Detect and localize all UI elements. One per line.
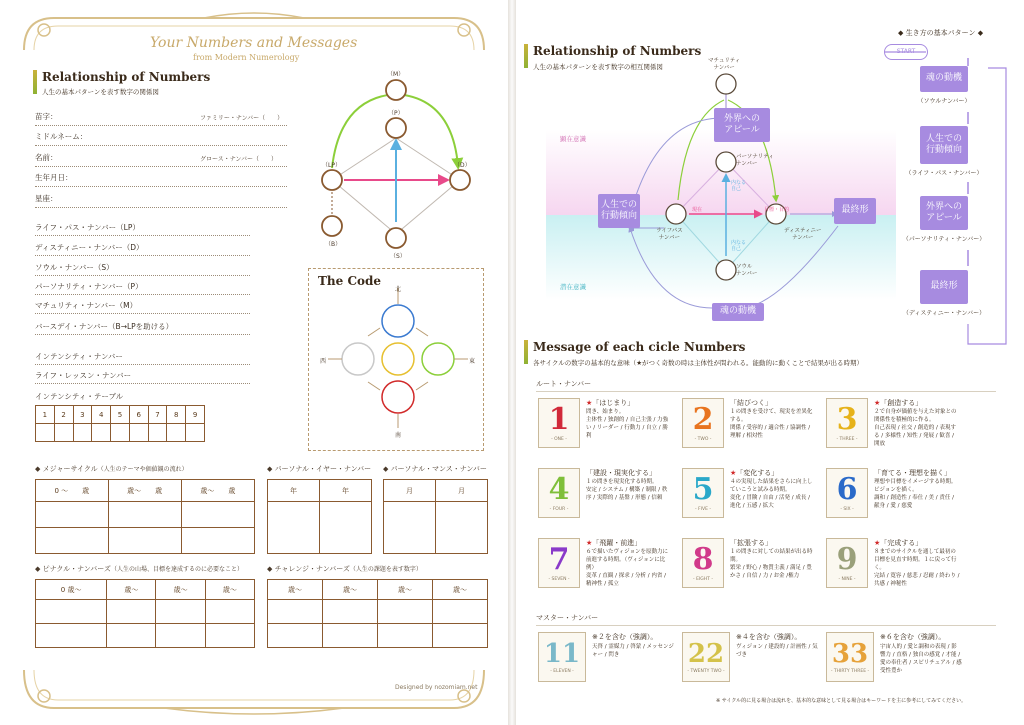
number-card-3 xyxy=(826,398,868,448)
card-number: 22 xyxy=(687,638,725,669)
growth-number-label: グロース・ナンバー（ ） xyxy=(200,156,277,163)
card-number: 4 xyxy=(548,471,570,507)
section-title: Relationship of Numbers xyxy=(42,70,211,84)
card-body: ４の実現した結果をさらに向上していこうと試みる時期。 変化 / 冒険 / 自由 / 活発 / 成長 / 進化 / 五感 / 拡大 xyxy=(730,479,813,509)
intensity-header: 6 xyxy=(129,406,148,424)
flow-cap-final: （ディスティニー・ナンバー） xyxy=(902,310,986,317)
diagram-label-b: （B） xyxy=(325,241,342,248)
diagram-box-life: 人生での 行動傾向 xyxy=(598,194,640,228)
diagram-label-m: （M） xyxy=(387,71,405,78)
root-number-label: ルート・ナンバー xyxy=(536,380,592,388)
title-accent xyxy=(524,340,528,364)
right-page xyxy=(516,0,1024,725)
field-middle-name: ミドルネーム： xyxy=(35,132,88,141)
master-number-label: マスター・ナンバー xyxy=(536,614,599,622)
code-north: 北 xyxy=(395,286,402,293)
card-caption: - NINE - xyxy=(838,576,856,582)
flow-cap-life: （ライフ・パス・ナンバー） xyxy=(905,170,983,177)
personal-year-label: ◆ パーソナル・イヤー・ナンバー xyxy=(267,465,372,473)
diagram-label-s: （S） xyxy=(390,253,406,260)
code-east: 東 xyxy=(469,358,476,365)
diagram-box-appeal: 外界への アピール xyxy=(714,108,770,142)
card-title: ★「飛躍・前進」 xyxy=(586,539,642,547)
pinnacle-label: ◆ ピナクル・ナンバーズ（人生の山場、目標を達成するのに必要なこと） xyxy=(35,565,243,573)
card-caption: - ONE - xyxy=(551,436,567,442)
master-card-11 xyxy=(538,632,586,682)
flow-header: ◆ 生き方の基本パターン ◆ xyxy=(898,29,984,37)
number-card-8 xyxy=(682,538,724,588)
card-caption: - EIGHT - xyxy=(693,576,713,582)
card-number: 3 xyxy=(836,401,858,437)
number-card-4 xyxy=(538,468,580,518)
title-accent xyxy=(524,44,528,68)
card-body: １の問きを現実化する時期。 安定 / システム / 構築 / 制限 / 秩序 / 実際的 / 基盤 / 形態 / 信頼 xyxy=(586,479,668,501)
number-card-5 xyxy=(682,468,724,518)
b-label: バースデイ・ナンバー（B→LPを助ける） xyxy=(35,322,174,331)
card-title: ★「完成する」 xyxy=(874,539,923,547)
section-title: Relationship of Numbers xyxy=(533,44,702,58)
footnote: ※ サイクル的に見る場合は流れを、基本的な意味として見る場合はキーワードを主に参考にしてみてください。 xyxy=(716,698,967,704)
d-label: ディスティニー・ナンバー（D） xyxy=(35,243,144,252)
footer-credit: Designed by nozomiam.net xyxy=(395,684,478,691)
intensity-table xyxy=(35,405,205,442)
master-title: ※４を含む（強調）。 xyxy=(736,633,802,641)
master-body: 宇宙人的 / 愛と調和の表現 / 影響力 / 直格 / 独自の感覚 / 才能 / 愛の奉仕者 / スピリチュアル / 感受性豊か xyxy=(880,644,962,674)
card-number: 1 xyxy=(548,401,570,437)
lp-label: ライフ・パス・ナンバー（LP） xyxy=(35,223,140,232)
card-body: 理想や目標をイメージする時期。ビジョンを描く。 調和 / 創造性 / 奉仕 / 美 / 責任 / 献身 / 愛 / 慈愛 xyxy=(874,479,957,509)
master-title: ※２を含む（強調）。 xyxy=(592,633,658,641)
card-number: 7 xyxy=(548,541,570,577)
life-lesson-label: ライフ・レッスン・ナンバー xyxy=(35,371,132,380)
master-title: ※６を含む（強調）。 xyxy=(880,633,946,641)
code-south: 南 xyxy=(395,432,402,439)
intensity-header: 3 xyxy=(73,406,92,424)
field-first-name: 名前： xyxy=(35,153,58,162)
challenge-label: ◆ チャレンジ・ナンバーズ（人生の課題を表す数字） xyxy=(267,565,422,573)
number-card-6 xyxy=(826,468,868,518)
card-title: 「結びつく」 xyxy=(730,399,772,407)
card-caption: - SEVEN - xyxy=(548,576,570,582)
flow-start: START xyxy=(884,44,928,60)
number-card-7 xyxy=(538,538,580,588)
diagram-label-d: （D） xyxy=(454,162,471,169)
message-subtitle: 各サイクルの数字の基本的な意味（★がつく奇数の時は主体性が問われる。能動的に動くことで結果が出る時期） xyxy=(533,359,864,367)
flow-cap-soul: （ソウルナンバー） xyxy=(917,98,971,105)
card-caption: - TWO - xyxy=(694,436,712,442)
personal-month-table: 月 月 xyxy=(383,479,488,554)
card-number: 5 xyxy=(692,471,714,507)
card-number: 33 xyxy=(831,638,869,669)
field-birthdate: 生年月日： xyxy=(35,173,73,182)
card-number: 6 xyxy=(836,471,858,507)
card-title: 「育てる・理想を描く」 xyxy=(874,469,951,477)
code-west: 西 xyxy=(320,358,327,365)
number-card-1 xyxy=(538,398,580,448)
card-body: ６で描いたヴィジョンを原動力に前進する時期。（ヴィジョンに比例） 変革 / 直観 / 探求 / 分析 / 内省 / 精神性 / 孤立 xyxy=(586,549,669,587)
intensity-header: 8 xyxy=(167,406,186,424)
card-title: 「拡張する」 xyxy=(730,539,772,547)
pinnacle-table: 0 歳～ 歳～ 歳～ 歳～ xyxy=(35,579,255,648)
conscious-label: 顕在意識 xyxy=(560,135,586,143)
message-title: Message of each cicle Numbers xyxy=(533,340,746,354)
section-subtitle: 人生の基本パターンを表す数字の関係図 xyxy=(42,88,159,96)
diagram-box-final: 最終形 xyxy=(834,198,876,224)
intensity-label: インテンシティ・ナンバー xyxy=(35,352,123,361)
interrelation-diagram xyxy=(546,58,896,328)
intensity-header: 1 xyxy=(36,406,55,424)
card-body: １の問きに対しての結果が出る時期。 繁栄 / 野心 / 物質主義 / 満足 / 豊かさ / 自信 / 力 / お金 /権力 xyxy=(730,549,813,579)
star-icon: ★ xyxy=(730,469,737,477)
personal-month-label: ◆ パーソナル・マンス・ナンバー xyxy=(383,465,487,473)
card-number: 8 xyxy=(692,541,714,577)
card-caption: - FOUR - xyxy=(549,506,569,512)
card-body: ２で自身が価値を与えた対象との関係性を積極的に作る。 自己表現 / 社交 / 創造的 / 表現する / 多様性 / 知性 / 発展 / 歓喜 / 開放 xyxy=(874,409,957,447)
card-caption: - SIX - xyxy=(840,506,854,512)
header-subtitle: from Modern Numerology xyxy=(193,53,300,62)
card-number: 2 xyxy=(692,401,714,437)
code-title: The Code xyxy=(318,274,382,288)
star-icon: ★ xyxy=(586,539,593,547)
left-page xyxy=(0,0,508,725)
intensity-header: 4 xyxy=(92,406,111,424)
master-body: ヴィジョン / 建設的 / 計画性 / 気づき xyxy=(736,644,818,658)
card-number: 11 xyxy=(543,638,581,669)
number-card-9 xyxy=(826,538,868,588)
intensity-header: 2 xyxy=(54,406,73,424)
code-diagram xyxy=(318,284,478,444)
card-title: ★「はじまり」 xyxy=(586,399,635,407)
card-caption: - TWENTY TWO - xyxy=(687,668,725,674)
diagram-label-p: （P） xyxy=(388,110,404,117)
flow-cap-appeal: （パーソナリティ・ナンバー） xyxy=(902,236,986,243)
section-subtitle: 人生の基本パターンを表す数字の相互関係図 xyxy=(533,63,663,71)
star-icon: ★ xyxy=(874,539,881,547)
major-cycle-table: 0 ～ 歳 歳～ 歳 歳～ 歳 xyxy=(35,479,255,554)
card-title: ★「創造する」 xyxy=(874,399,923,407)
m-label: マチュリティ・ナンバー（M） xyxy=(35,301,138,310)
major-cycle-label: ◆ メジャーサイクル（人生のテーマや価値観の流れ） xyxy=(35,465,188,473)
page-gutter xyxy=(508,0,516,725)
master-card-22 xyxy=(682,632,730,682)
inner-self-label-top: 内なる 自己 xyxy=(731,180,747,192)
card-body: 問き、始まり。 主体性 / 独創的 / 自己主張 / 力強い / リーダー / 行動力 / 自立 / 勝利 xyxy=(586,409,669,439)
flow-box-final: 最終形 xyxy=(920,270,968,304)
subconscious-label: 潜在意識 xyxy=(560,283,586,291)
card-title: ★「変化する」 xyxy=(730,469,779,477)
card-caption: - ELEVEN - xyxy=(550,668,574,674)
field-sign: 星座： xyxy=(35,194,58,203)
card-caption: - FIVE - xyxy=(695,506,711,512)
soul-node-label: ソウル ナンバー xyxy=(736,264,758,278)
flow-box-soul: 魂の動機 xyxy=(920,66,968,92)
card-number: 9 xyxy=(836,541,858,577)
flow-box-life: 人生での 行動傾向 xyxy=(920,126,968,164)
number-card-2 xyxy=(682,398,724,448)
lifepath-node-label: ライフパス ナンバー xyxy=(656,228,683,242)
diagram-box-soul: 魂の動機 xyxy=(712,303,764,321)
intensity-header: 5 xyxy=(111,406,130,424)
s-label: ソウル・ナンバー（S） xyxy=(35,263,114,272)
flow-box-appeal: 外界への アピール xyxy=(920,196,968,230)
arrow-present-label: 現在 xyxy=(692,207,703,213)
star-icon: ★ xyxy=(586,399,593,407)
master-body: 天啓 / 霊媒力 / 啓蒙 / メッセンジャー / 閃き xyxy=(592,644,674,658)
card-caption: - THREE - xyxy=(836,436,858,442)
destiny-node-label: ディスティニー ナンバー xyxy=(784,228,822,242)
intensity-header: 7 xyxy=(148,406,167,424)
card-body: １の問きを受けて、現実を差異化する。 関係 / 受容的 / 適合性 / 協調性 / 理解 / 相対性 xyxy=(730,409,813,439)
challenge-table: 歳～ 歳～ 歳～ 歳～ xyxy=(267,579,488,648)
arrow-goal-label: 目標・目的 xyxy=(764,207,790,213)
card-body: ８までのサイクルを通して最初の目標を見直す時期。１に戻って行く。 完結 / 寛容 / 慈悲 / 忍耐 / 終わり / 共感 / 神秘性 xyxy=(874,549,960,587)
master-card-33 xyxy=(826,632,874,682)
star-icon: ★ xyxy=(874,399,881,407)
intensity-header: 9 xyxy=(186,406,205,424)
card-title: 「建設・現実化する」 xyxy=(586,469,656,477)
intensity-table-label: インテンシティ・テーブル xyxy=(35,392,124,401)
title-accent xyxy=(33,70,37,94)
p-label: パーソナリティ・ナンバー（P） xyxy=(35,282,143,291)
personal-year-table: 年 年 xyxy=(267,479,372,554)
maturity-node-label: マチュリティ ナンバー xyxy=(708,58,741,72)
field-family-name: 苗字： xyxy=(35,112,58,121)
card-caption: - THIRTY THREE - xyxy=(830,668,870,674)
personality-node-label: パーソナリティ ナンバー xyxy=(736,154,774,168)
family-number-label: ファミリー・ナンバー（ ） xyxy=(200,115,284,122)
inner-self-label-bottom: 内なる 自己 xyxy=(731,240,747,252)
diagram-label-lp: （LP） xyxy=(322,162,341,169)
header-title: Your Numbers and Messages xyxy=(150,35,358,51)
